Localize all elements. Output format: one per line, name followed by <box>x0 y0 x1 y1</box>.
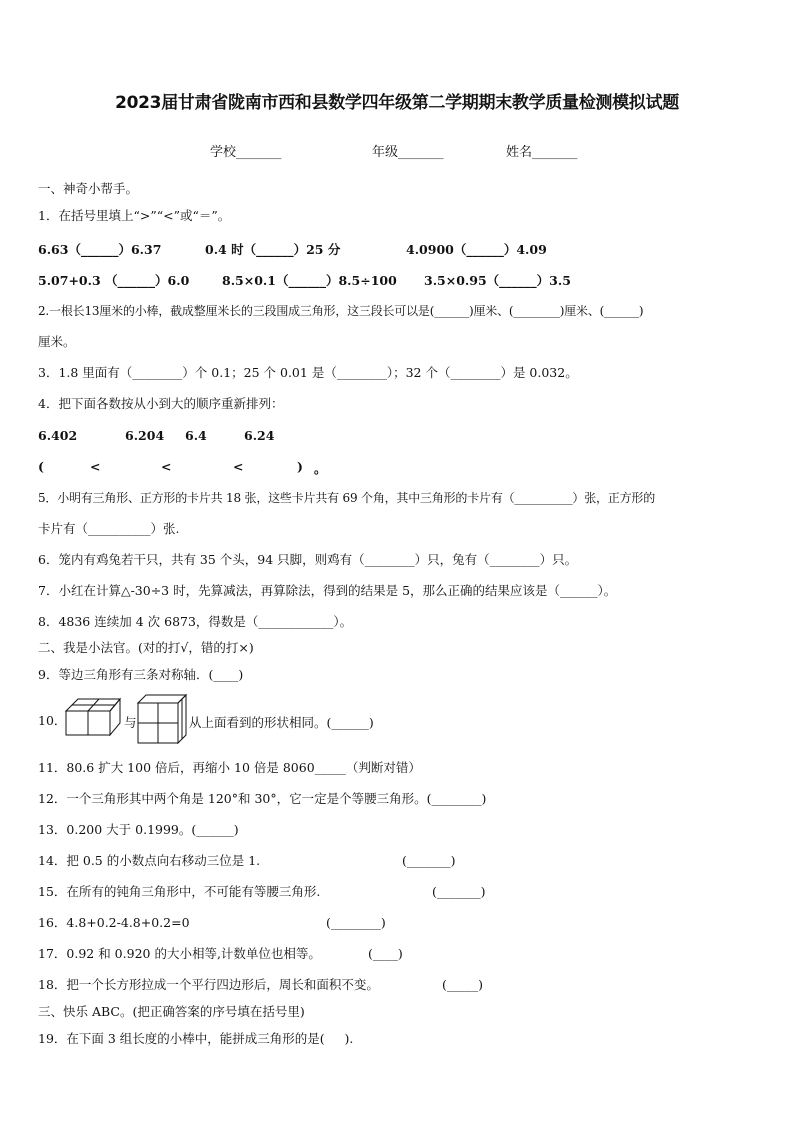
question-14: 14．把 0.5 的小数点向右移动三位是 1. <box>38 853 261 868</box>
question-1: 1．在括号里填上“>”“<”或“＝”。 <box>38 208 231 223</box>
q1-item-5[interactable]: 8.5×0.1（______）8.5÷100 <box>222 273 397 288</box>
question-10-number: 10． <box>38 713 67 728</box>
q4-order-lt-2: < <box>161 459 172 474</box>
question-4: 4．把下面各数按从小到大的顺序重新排列： <box>38 396 284 411</box>
question-17-blank[interactable]: (____) <box>368 946 403 961</box>
cube-figure-a <box>64 693 124 739</box>
question-19[interactable]: 19．在下面 3 组长度的小棒中，能拼成三角形的是( ). <box>38 1031 354 1046</box>
section-3-heading: 三、快乐 ABC。(把正确答案的序号填在括号里) <box>38 1004 305 1019</box>
q1-item-4[interactable]: 5.07+0.3 （______）6.0 <box>38 273 190 288</box>
question-11[interactable]: 11．80.6 扩大 100 倍后，再缩小 10 倍是 8060_____（判断对错） <box>38 760 421 775</box>
q4-order-lt-1: < <box>90 459 101 474</box>
question-7[interactable]: 7．小红在计算△-30÷3 时，先算减法，再算除法，得到的结果是 5，那么正确的结果应该是（______）。 <box>38 583 617 598</box>
question-14-blank[interactable]: (_______) <box>402 853 456 868</box>
q4-order-lt-3: < <box>233 459 244 474</box>
question-2-cont: 厘米。 <box>38 334 76 349</box>
cube-figure-b <box>136 693 188 745</box>
question-2[interactable]: 2.一根长13厘米的小棒，截成整厘米长的三段围成三角形，这三段长可以是(______)厘米、(________)厘米、(______) <box>38 304 644 318</box>
q1-item-2[interactable]: 0.4 时（______）25 分 <box>205 242 341 257</box>
question-10-text[interactable]: 从上面看到的形状相同。(______) <box>189 715 374 730</box>
section-1-heading: 一、神奇小帮手。 <box>38 181 139 196</box>
question-16: 16．4.8+0.2-4.8+0.2=0 <box>38 915 190 930</box>
question-9[interactable]: 9．等边三角形有三条对称轴．(____) <box>38 667 244 682</box>
q4-number-4: 6.24 <box>244 428 275 443</box>
q4-order-period: 。 <box>314 461 327 476</box>
q4-number-1: 6.402 <box>38 428 78 443</box>
question-12[interactable]: 12．一个三角形其中两个角是 120°和 30°，它一定是个等腰三角形。(________) <box>38 791 487 806</box>
name-field[interactable]: 姓名_______ <box>506 145 578 160</box>
q1-item-6[interactable]: 3.5×0.95（______）3.5 <box>424 273 571 288</box>
question-18-blank[interactable]: (_____) <box>442 977 484 992</box>
question-13[interactable]: 13．0.200 大于 0.1999。(______) <box>38 822 239 837</box>
question-15: 15．在所有的钝角三角形中，不可能有等腰三角形. <box>38 884 321 899</box>
section-2-heading: 二、我是小法官。(对的打√，错的打×) <box>38 640 254 655</box>
q1-item-3[interactable]: 4.0900（______）4.09 <box>406 242 547 257</box>
question-5-cont[interactable]: 卡片有（__________）张. <box>38 521 180 536</box>
q1-item-1[interactable]: 6.63（______）6.37 <box>38 242 162 257</box>
q4-order-close: ) <box>297 459 303 474</box>
question-18: 18．把一个长方形拉成一个平行四边形后，周长和面积不变。 <box>38 977 379 992</box>
question-10-and: 与 <box>124 715 137 730</box>
question-5[interactable]: 5．小明有三角形、正方形的卡片共 18 张，这些卡片共有 69 个角，其中三角形的卡片有（__________）张，正方形的 <box>38 491 656 505</box>
q4-number-3: 6.4 <box>185 428 207 443</box>
question-3[interactable]: 3．1.8 里面有（________）个 0.1；25 个 0.01 是（________）；32 个（________）是 0.032。 <box>38 365 578 380</box>
question-6[interactable]: 6．笼内有鸡兔若干只，共有 35 个头，94 只脚，则鸡有（________）只，兔有（________）只。 <box>38 552 578 567</box>
question-16-blank[interactable]: (________) <box>326 915 386 930</box>
question-17: 17．0.92 和 0.920 的大小相等,计数单位也相等。 <box>38 946 321 961</box>
q4-number-2: 6.204 <box>125 428 165 443</box>
question-8[interactable]: 8．4836 连续加 4 次 6873，得数是（____________）。 <box>38 614 353 629</box>
page-title: 2023届甘肃省陇南市西和县数学四年级第二学期期末教学质量检测模拟试题 <box>115 93 679 113</box>
q4-order-open[interactable]: ( <box>38 459 44 474</box>
school-field[interactable]: 学校_______ <box>210 145 282 160</box>
grade-field[interactable]: 年级_______ <box>372 145 444 160</box>
question-15-blank[interactable]: (_______) <box>432 884 486 899</box>
